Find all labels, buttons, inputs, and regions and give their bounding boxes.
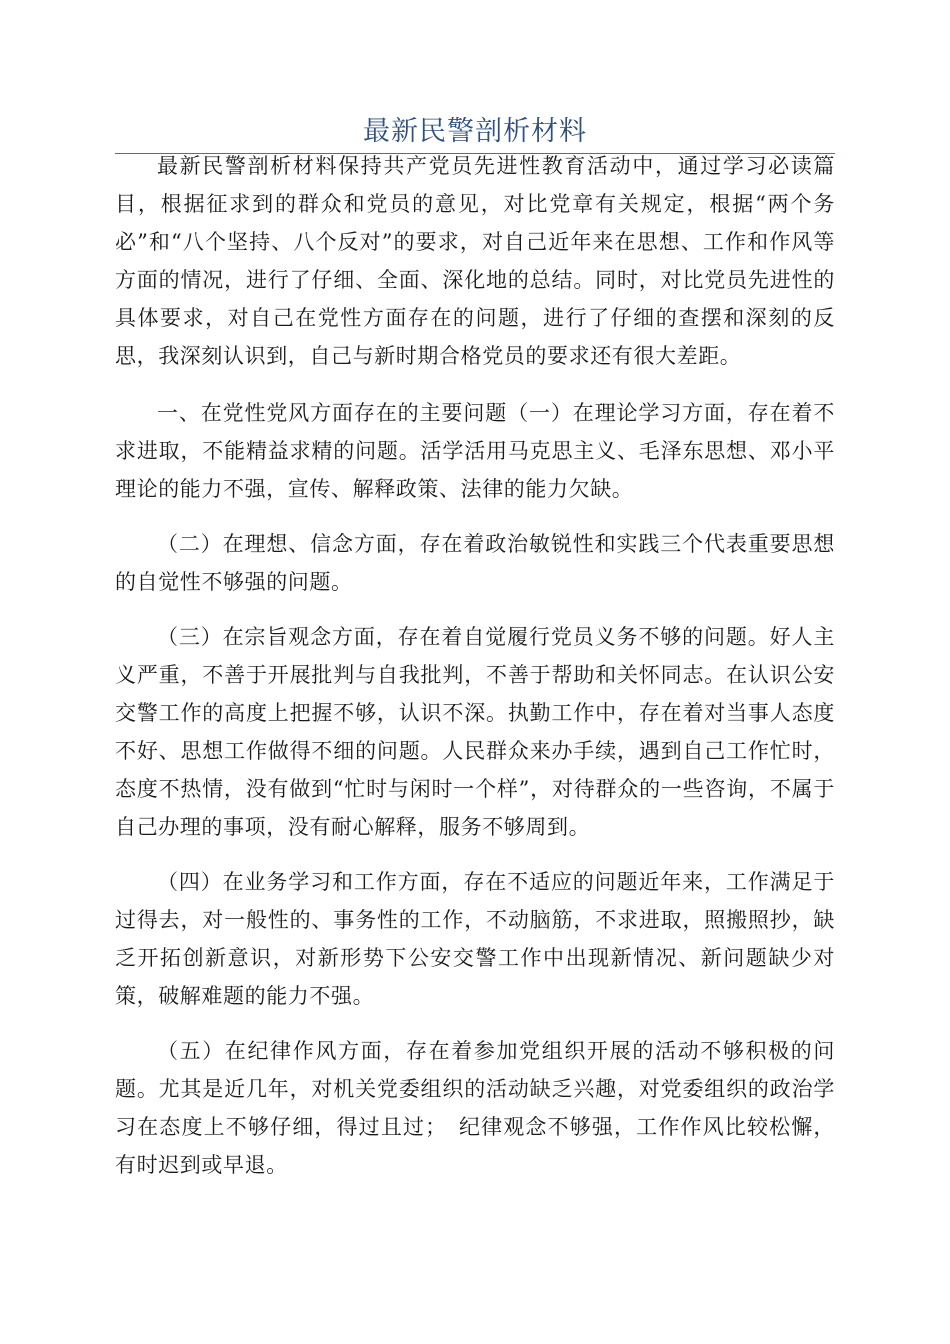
paragraph-section-3: （三）在宗旨观念方面，存在着自觉履行党员义务不够的问题。好人主义严重，不善于开展批判与自我批判，不善于帮助和关怀同志。在认识公安交警工作的高度上把握不够，认识不深。执勤工作中，存在着对当事人态度不好、思想工作做得不细的问题。人民群众来办手续，遇到自己工作忙时，态度不热情，没有做到“忙时与闲时一个样”，对待群众的一些咨询，不属于自己办理的事项，没有耐心解释，服务不够周到。 (115, 625, 835, 839)
paragraph-section-5: （五）在纪律作风方面，存在着参加党组织开展的活动不够积极的问题。尤其是近几年，对机关党委组织的活动缺乏兴趣，对党委组织的政治学习在态度上不够仔细，得过且过； 纪律观念不够强，工作作风比较松懈，有时迟到或早退。 (115, 1039, 835, 1177)
paragraph-intro: 最新民警剖析材料保持共产党员先进性教育活动中，通过学习必读篇目，根据征求到的群众和党员的意见，对比党章有关规定，根据“两个务必”和“八个坚持、八个反对”的要求，对自己近年来在思想、工作和作风等方面的情况，进行了仔细、全面、深化地的总结。同时，对比党员先进性的具体要求，对自己在党性方面存在的问题，进行了仔细的查摆和深刻的反思，我深刻认识到，自己与新时期合格党员的要求还有很大差距。 (115, 154, 835, 368)
document-body (115, 147, 835, 1184)
paragraph-section-2: （二）在理想、信念方面，存在着政治敏锐性和实践三个代表重要思想的自觉性不够强的问题。 (115, 532, 835, 594)
paragraph-section-1: 一、在党性党风方面存在的主要问题（一）在理论学习方面，存在着不求进取，不能精益求精的问题。活学活用马克思主义、毛泽东思想、邓小平理论的能力不强，宣传、解释政策、法律的能力欠缺。 (115, 401, 835, 501)
document-title: 最新民警剖析材料 (363, 116, 587, 147)
paragraph-section-4: （四）在业务学习和工作方面，存在不适应的问题近年来，工作满足于过得去，对一般性的、事务性的工作，不动脑筋，不求进取，照搬照抄，缺乏开拓创新意识，对新形势下公安交警工作中出现新情况、新问题缺少对策，破解难题的能力不强。 (115, 870, 835, 1008)
